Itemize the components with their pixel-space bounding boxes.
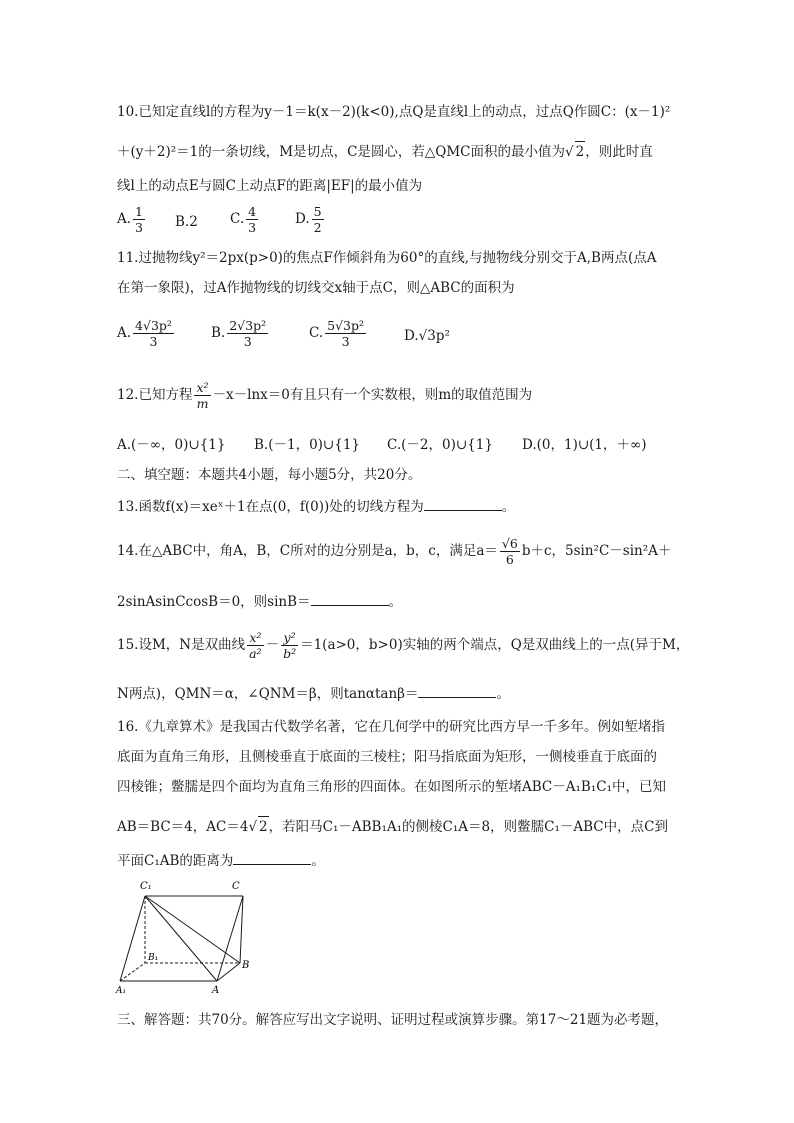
q14-line-1 bbox=[117, 536, 671, 576]
edge-a1-b1-hidden bbox=[120, 963, 145, 981]
edge-c-a bbox=[217, 896, 243, 981]
q14-line-2: 2sinAsinCcosB＝0，则sinB＝ 。 bbox=[117, 594, 403, 610]
q15-line-2-text: N两点)，QMN＝α，∠QNM＝β，则tanαtanβ＝ bbox=[117, 686, 419, 702]
q13-answer-blank bbox=[424, 497, 502, 511]
edge-a-b bbox=[217, 963, 240, 981]
q11-line-2: 在第一象限)，过A作抛物线的切线交x轴于点C，则△ABC的面积为 bbox=[117, 280, 515, 296]
q14-line-2-text: 2sinAsinCcosB＝0，则sinB＝ bbox=[117, 594, 311, 610]
q11-option-d: D.√3p² bbox=[404, 328, 450, 344]
q13-text: 13.函数f(x)＝xeˣ＋1在点(0，f(0))处的切线方程为 bbox=[117, 499, 424, 515]
q10-options bbox=[117, 200, 717, 242]
q16-line-4-a: AB＝BC＝4，AC＝4 bbox=[117, 819, 249, 835]
edge-c1-a bbox=[145, 896, 217, 981]
q16-answer-blank bbox=[233, 851, 311, 865]
q12-option-d: D.(0，1)∪(1，＋∞) bbox=[522, 437, 647, 453]
q10-option-a: A. $\frac{1}{3}$ bbox=[117, 204, 143, 235]
q10-sqrt: √ 2 bbox=[565, 144, 585, 160]
q16-line-5-text: 平面C₁AB的距离为 bbox=[117, 853, 234, 869]
q14-line-1-b: b＋c，5sin²C－sin²A＋ bbox=[521, 543, 672, 559]
q10-option-d: D. $\frac{5}{2}$ bbox=[295, 204, 322, 235]
label-c: C bbox=[232, 881, 240, 892]
q15-line-1-b: ＝1(a>0，b>0)实轴的两个端点，Q是双曲线上的一点(异于M， bbox=[300, 637, 690, 653]
q11-options bbox=[117, 314, 717, 356]
q16-sqrt: √ 2 bbox=[248, 819, 268, 835]
label-a: A bbox=[212, 985, 220, 996]
section-2-heading: 二、填空题：本题共4小题，每小题5分，共20分。 bbox=[117, 467, 422, 483]
q13-line: 13.函数f(x)＝xeˣ＋1在点(0，f(0))处的切线方程为 。 bbox=[117, 499, 516, 515]
q16-line-4-b: ，若阳马C₁－ABB₁A₁的侧棱C₁A＝8，则鳖臑C₁－ABC中，点C到 bbox=[268, 819, 668, 835]
q16-line-2: 底面为直角三角形，且侧棱垂直于底面的三棱柱；阳马指底面为矩形，一侧棱垂直于底面的 bbox=[117, 749, 657, 765]
q14-line-1-a: 14.在△ABC中，角A，B，C所对的边分别是a，b，c，满足a＝ bbox=[117, 543, 498, 559]
label-c1: C₁ bbox=[140, 881, 152, 892]
q14-fraction: $\frac{√6}{6}$ bbox=[501, 536, 518, 567]
q10-line-1: 10.已知定直线l的方程为y－1＝k(x－2)(k<0),点Q是直线l上的动点，过点Q作圆C：(x－1)² bbox=[117, 104, 671, 120]
q11-line-1: 11.过抛物线y²＝2px(p>0)的焦点F作倾斜角为60°的直线,与抛物线分别交于A,B两点(点A bbox=[117, 250, 657, 266]
q11-option-c: C. $\frac{\text{5√3p²}}{3}$ bbox=[309, 318, 365, 349]
q15-fraction-x: $\frac{\text{x²}}{\text{a²}}$ bbox=[249, 630, 262, 661]
q11-option-a: A. $\frac{\text{4√3p²}}{3}$ bbox=[117, 318, 172, 349]
q12-options bbox=[117, 435, 717, 455]
label-b: B bbox=[242, 960, 250, 971]
q15-line-2: N两点)，QMN＝α，∠QNM＝β，则tanαtanβ＝ 。 bbox=[117, 686, 510, 702]
q10-line-2-b: ，则此时直 bbox=[585, 144, 653, 160]
q10-option-b: B.2 bbox=[175, 214, 198, 230]
q10-option-c: C. $\frac{4}{3}$ bbox=[230, 204, 257, 235]
q16-line-4 bbox=[117, 816, 668, 837]
q16-line-5: 平面C₁AB的距离为 。 bbox=[117, 853, 325, 869]
q15-answer-blank bbox=[418, 684, 496, 698]
q16-line-1: 16.《九章算术》是我国古代数学名著，它在几何学中的研究比西方早一千多年。例如堑堵指 bbox=[117, 719, 665, 735]
q12-fraction: $\frac{\text{x²}}{m}$ bbox=[196, 380, 209, 411]
q15-fraction-y: $\frac{\text{y²}}{\text{b²}}$ bbox=[283, 630, 297, 661]
label-b1: B₁ bbox=[148, 953, 159, 963]
edge-c-b bbox=[240, 896, 243, 963]
q12-line bbox=[117, 380, 532, 420]
q12-option-b: B.(－1，0)∪{1} bbox=[254, 437, 361, 453]
q12-suffix: －x－lnx＝0有且只有一个实数根，则m的取值范围为 bbox=[212, 387, 533, 403]
q10-line-2 bbox=[117, 141, 653, 162]
q10-line-3: 线l上的动点E与圆C上动点F的距离|EF|的最小值为 bbox=[117, 178, 423, 194]
label-a1: A₁ bbox=[116, 986, 127, 996]
prism-figure bbox=[112, 876, 262, 996]
q16-line-3: 四棱锥；鳖臑是四个面均为直角三角形的四面体。在如图所示的堑堵ABC－A₁B₁C₁中，已知 bbox=[117, 779, 666, 795]
q12-option-c: C.(－2，0)∪{1} bbox=[387, 437, 493, 453]
section-3-heading: 三、解答题：共70分。解答应写出文字说明、证明过程或演算步骤。第17～21题为必考题， bbox=[117, 1012, 669, 1028]
q11-option-b: B. $\frac{\text{2√3p²}}{3}$ bbox=[211, 318, 267, 349]
edge-c1-a1 bbox=[120, 896, 145, 981]
q15-line-1-a: 15.设M，N是双曲线 bbox=[117, 637, 246, 653]
q12-option-a: A.(－∞，0)∪{1} bbox=[117, 437, 226, 453]
q15-line-1: 15.设M，N是双曲线 $\frac{\text{x²}}{\text{a²}}$ － $\frac{\text{y²}}{\text{b²}}$ ＝1(a>0，b>0)实轴的两个端点，Q是双曲线上的一点(异于M， bbox=[117, 630, 690, 661]
q14-answer-blank bbox=[311, 592, 389, 606]
q10-line-2-a: ＋(y＋2)²＝1的一条切线，M是切点，C是圆心，若△QMC面积的最小值为 bbox=[117, 144, 566, 160]
q12-prefix: 12.已知方程 bbox=[117, 387, 193, 403]
